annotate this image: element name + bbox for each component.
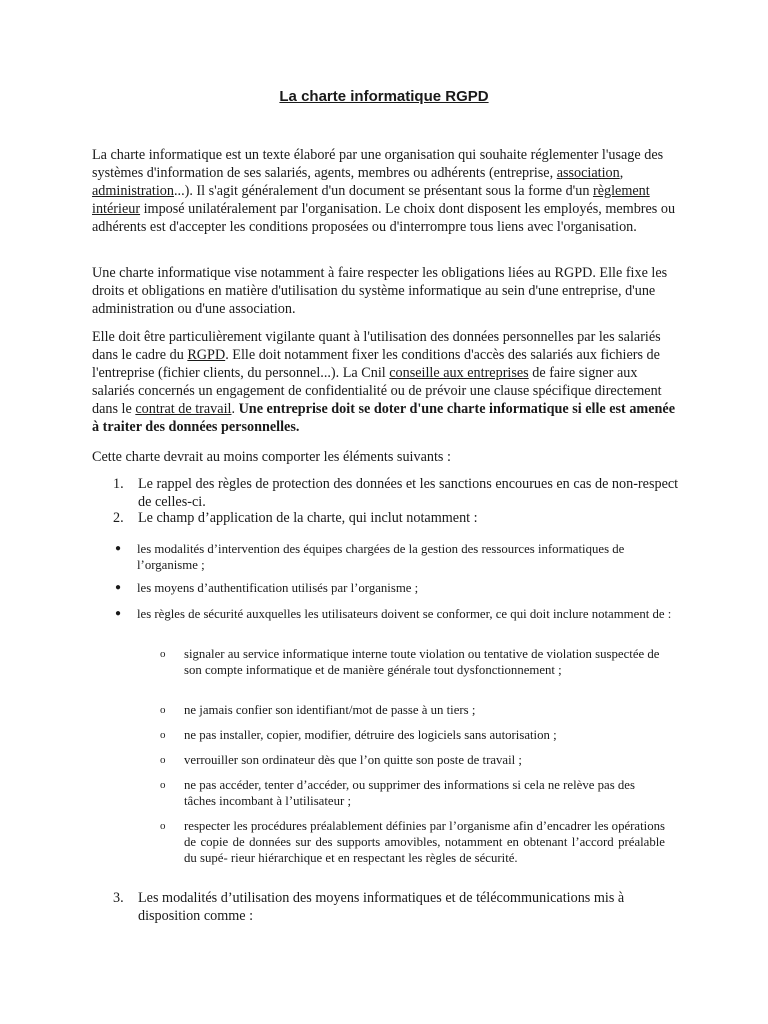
p1-text-a: La charte informatique est un texte élaboré par une organisation qui souhaite réglementer l'usage des systèmes d'information de ses salariés, agents, membres ou adhérents (entreprise, (92, 147, 664, 181)
sub-item-5 (160, 777, 665, 809)
numbered-item-text: Le champ d’application de la charte, qui inclut notamment : (138, 510, 478, 526)
sub-marker: o (160, 648, 166, 660)
sub-marker: o (160, 754, 166, 766)
sub-item-text: ne pas accéder, tenter d’accéder, ou supprimer des informations si cela ne relève pas des tâches incombant à l’utilisateur ; (184, 778, 635, 808)
sub-marker: o (160, 779, 166, 791)
sub-item-text: respecter les procédures préalablement définies par l’organisme afin d’encadrer les opérations de copie de données sur des supports amovibles, notamment en obtenant l’accord préalable du supé- rieur hiérarchique et en respectant les règles de sécurité. (184, 819, 665, 865)
number-label: 1. (113, 476, 124, 492)
sub-item-text: ne jamais confier son identifiant/mot de passe à un tiers ; (184, 703, 476, 717)
number-label: 2. (113, 510, 124, 526)
bullet-item-text: les modalités d’intervention des équipes chargées de la gestion des ressources informatiques de l’organisme ; (137, 542, 625, 572)
p3-text-b: . Elle doit notamment fixer les conditions d'accès des salariés aux fichiers de l'entreprise (fichier clients, du personnel...). La Cnil (92, 347, 660, 381)
numbered-item-1 (113, 475, 683, 511)
list-intro: Cette charte devrait au moins comporter les éléments suivants : (92, 449, 451, 465)
sub-item-text: ne pas installer, copier, modifier, détruire des logiciels sans autorisation ; (184, 728, 557, 742)
p3-text-d: . (231, 401, 239, 417)
paragraph-vigilance (92, 328, 682, 436)
sub-item-text: verrouiller son ordinateur dès que l’on quitte son poste de travail ; (184, 753, 522, 767)
sub-item-6 (160, 818, 665, 866)
sub-item-1 (160, 646, 665, 678)
contrat-de-travail-link[interactable]: contrat de travail (135, 401, 232, 417)
reglement-interieur-link[interactable]: règlement intérieur (92, 183, 650, 217)
sub-marker: o (160, 729, 166, 741)
conseille-entreprises-link[interactable]: conseille aux entreprises (389, 365, 529, 381)
p1-text-c: ...). Il s'agit généralement d'un document se présentant sous la forme d'un (173, 183, 593, 199)
administration-link[interactable]: administration (92, 183, 174, 199)
bullet-item-3 (113, 606, 673, 622)
bullet-marker: ● (115, 608, 122, 619)
p3-bold-statement: Une entreprise doit se doter d'une charte informatique si elle est amenée à traiter des données personnelles. (92, 401, 676, 435)
rgpd-link[interactable]: RGPD (187, 347, 226, 363)
bullet-item-1 (113, 541, 673, 573)
sub-marker: o (160, 820, 166, 832)
sub-marker: o (160, 704, 166, 716)
bullet-item-2 (113, 580, 673, 596)
paragraph-purpose: Une charte informatique vise notamment à faire respecter les obligations liées au RGPD. Elle fixe les droits et obligations en matière d'utilisation du système informatique au sein d'une entreprise, d'une administration ou d'une association. (92, 265, 668, 317)
bullet-item-text: les règles de sécurité auxquelles les utilisateurs doivent se conformer, ce qui doit inclure notamment de : (137, 607, 672, 621)
numbered-item-3 (113, 889, 683, 925)
bullet-item-text: les moyens d’authentification utilisés par l’organisme ; (137, 581, 419, 595)
sub-item-4 (160, 752, 665, 768)
sub-item-text: signaler au service informatique interne toute violation ou tentative de violation suspectée de son compte informatique et de manière générale tout dysfonctionnement ; (184, 647, 660, 677)
number-label: 3. (113, 890, 124, 906)
p3-text-c: de faire signer aux salariés concernés un engagement de confidentialité ou de prévoir une clause spécifique directement dans le (92, 365, 662, 417)
document-title: La charte informatique RGPD (279, 88, 489, 105)
paragraph-definition (92, 146, 682, 236)
numbered-item-text: Les modalités d’utilisation des moyens informatiques et de télécommunications mis à disposition comme : (138, 890, 625, 924)
bullet-marker: ● (115, 543, 122, 554)
numbered-item-2 (113, 509, 683, 527)
bullet-marker: ● (115, 582, 122, 593)
p1-text-b: , (619, 165, 624, 181)
association-link[interactable]: association (556, 165, 620, 181)
sub-item-3 (160, 727, 665, 743)
p3-text-a: Elle doit être particulièrement vigilante quant à l'utilisation des données personnelles par les salariés dans le cadre du (92, 329, 661, 363)
numbered-item-text: Le rappel des règles de protection des données et les sanctions encourues en cas de non-respect de celles-ci. (138, 476, 679, 510)
p1-text-d: imposé unilatéralement par l'organisation. Le choix dont disposent les employés, membres ou adhérents est d'accepter les conditions proposées ou d'interrompre tous liens avec l'organisation. (92, 201, 676, 235)
sub-item-2 (160, 702, 665, 718)
